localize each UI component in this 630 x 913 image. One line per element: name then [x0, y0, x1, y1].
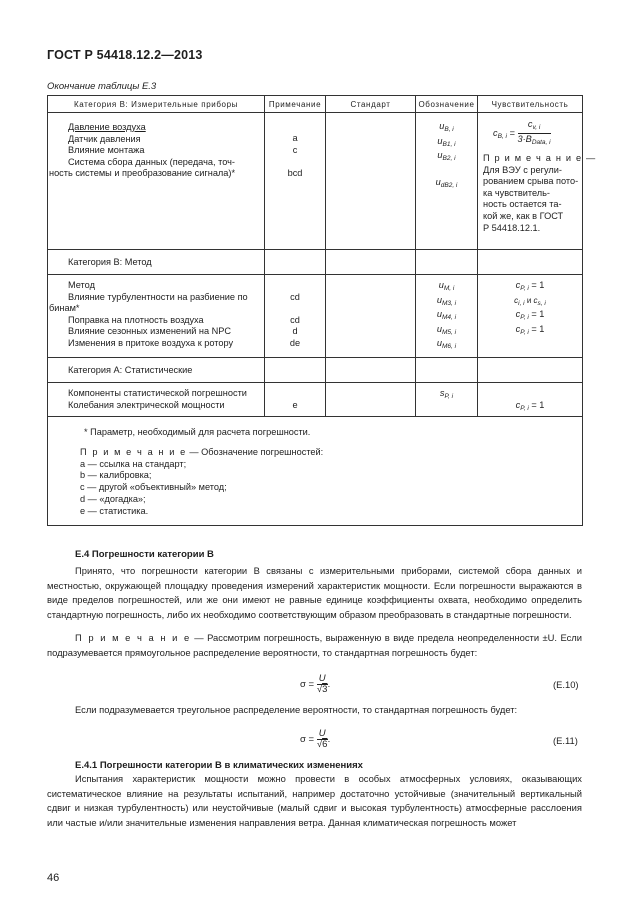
- list-item: Влияние монтажа: [68, 145, 145, 156]
- legend-item: е — статистика.: [80, 505, 149, 516]
- symbol: $u_{B1, i}$: [437, 135, 456, 148]
- col-header-standard: Стандарт: [326, 96, 416, 113]
- sensitivity-value: $c_{P, i} = 1$: [515, 280, 545, 292]
- sens-note-line: Для ВЭУ с регули-: [483, 164, 562, 175]
- list-item: Компоненты статистической погрешности: [68, 388, 247, 398]
- equation-e11: σ = $\frac{U}{√6}$ .: [300, 728, 331, 750]
- sensitivity-formula: $c_{B, i}$ = $\frac{c_{v, i}}{3\cdot B_{Data, i}}$: [493, 119, 551, 146]
- sensitivity-value: $c_{P, i} = 1$: [515, 399, 545, 412]
- standard-cell: [326, 383, 416, 417]
- list-item: Изменения в притоке воздуха к ротору: [68, 337, 234, 348]
- note-code: cd: [290, 291, 300, 302]
- symbol: $u_{M3, i}$: [436, 294, 457, 307]
- list-item: Датчик давления: [68, 133, 141, 144]
- equation-fraction: $\frac{U}{√3}$: [316, 673, 328, 695]
- symbols-cell: [416, 113, 478, 250]
- method-items-cell: [48, 275, 265, 358]
- table-header-row: [48, 96, 583, 113]
- notes-cell: [265, 383, 326, 417]
- table-e3: [47, 95, 597, 526]
- col-header-symbol: Обозначение: [416, 96, 478, 113]
- sens-note-line: ность остается та-: [483, 199, 562, 210]
- legend-item: b — калибровка;: [80, 470, 152, 481]
- note-code: d: [292, 326, 298, 337]
- symbol: $u_{M5, i}$: [436, 323, 457, 336]
- legend-title: П р и м е ч а н и е — Обозначение погрешностей:: [80, 446, 324, 457]
- col-header-category: Категория В: Измерительные приборы: [48, 96, 265, 113]
- note-code: cd: [290, 314, 300, 325]
- sensitivity-cell: [478, 113, 597, 250]
- sensitivity-value: $c_{P, i} = 1$: [515, 323, 545, 336]
- notes-cell: [265, 275, 326, 358]
- list-item: Метод: [68, 280, 95, 290]
- sensitivity-cell: [478, 275, 583, 358]
- equation-fraction: $\frac{U}{√6}$: [316, 728, 328, 750]
- legend-item: с — другой «объективный» метод;: [80, 482, 227, 493]
- symbols-cell: [416, 383, 478, 417]
- list-item: бинам*: [49, 303, 80, 314]
- category-method-header: Категория В: Метод: [48, 250, 265, 275]
- footnote-asterisk: * Параметр, необходимый для расчета погрешности.: [84, 427, 311, 437]
- equation-number: (Е.11): [553, 735, 578, 746]
- list-item: ность системы и преобразование сигнала)*: [49, 168, 236, 179]
- col-header-note: Примечание: [265, 96, 326, 113]
- legend-item: а — ссылка на стандарт;: [80, 458, 187, 469]
- table-row: [48, 113, 583, 250]
- symbol: $u_{M6, i}$: [436, 338, 457, 351]
- notes-cell: [265, 113, 326, 250]
- paragraph: Если подразумевается треугольное распределение вероятности, то стандартная погрешность будет:: [75, 704, 518, 715]
- table-row: [48, 275, 583, 358]
- symbol: $u_{M, i}$: [438, 280, 455, 292]
- paragraph: Испытания характеристик мощности можно провести в особых атмосферных условиях, оказывающих систематическое влияние на результаты испытаний, например достаточно устойчивые (значительный вертикальный сдвиг и низкая турбулентность) или неустойчивые (малый сдвиг и высокая турбулентность) атмосферные расслоения или частые и/или значительные изменения направления ветра. Данная климатическая погрешность может: [47, 773, 582, 828]
- instrument-items-cell: [48, 113, 265, 250]
- page-number: 46: [47, 872, 60, 884]
- table-row: [48, 358, 583, 383]
- table-row: [48, 417, 583, 526]
- list-item: Система сбора данных (передача, точ-: [68, 156, 235, 167]
- table-row: [48, 383, 583, 417]
- table-row: [48, 250, 583, 275]
- note-code: e: [292, 399, 298, 410]
- note-code: de: [289, 337, 301, 348]
- symbol: $u_{dB2, i}$: [435, 176, 458, 189]
- note-code: c: [292, 144, 298, 155]
- sensitivity-cell: [478, 383, 583, 417]
- sens-note-line: Р 54418.12.1.: [483, 222, 541, 233]
- note-code: bcd: [287, 168, 303, 179]
- symbols-cell: [416, 275, 478, 358]
- table-footnotes: [48, 417, 583, 526]
- list-item: Давление воздуха: [68, 122, 146, 132]
- equation-e10: σ = $\frac{U}{√3}$ .: [300, 673, 331, 695]
- list-item: Влияние турбулентности на разбиение по: [68, 291, 248, 302]
- symbol: $u_{B2, i}$: [437, 150, 456, 163]
- section-heading-e4: Е.4 Погрешности категории В: [75, 549, 214, 560]
- standard-cell: [326, 113, 416, 250]
- sens-note-line: рованием срыва пото-: [483, 176, 579, 187]
- symbol: $s_{P, i}$: [439, 388, 454, 400]
- symbol: $u_{B, i}$: [439, 121, 454, 133]
- list-item: Влияние сезонных изменений на NPC: [68, 326, 232, 337]
- sens-note-line: кой же, как в ГОСТ: [483, 210, 564, 221]
- symbol: $u_{M4, i}$: [436, 309, 457, 322]
- paragraph: Принято, что погрешности категории В связаны с измерительными приборами, системой сбора данных и местностью, окружающей площадку проведения измерений характеристик мощности. Если погрешности выражаются в виде пределов погрешностей, или же они имеют не равные единице коэффициенты охвата, необходимо определить стандартную погрешность, либо их необходимо соответствующим образом преобразовать в стандартные погрешности.: [47, 565, 582, 620]
- sens-note-line: ка чувствитель-: [483, 187, 550, 198]
- section-heading-e41: Е.4.1 Погрешности категории В в климатических изменениях: [75, 760, 363, 771]
- category-statistical-header: Категория А: Статистические: [48, 358, 265, 383]
- legend-item: d — «догадка»;: [80, 493, 146, 504]
- sensitivity-value: $c_{i, i}$ и $c_{s, i}$: [514, 295, 546, 307]
- paragraph-note: П р и м е ч а н и е — Рассмотрим погрешность, выраженную в виде предела неопределенности ±U. Если подразумевается прямоугольное распределение вероятности, то стандартная погрешность будет:: [47, 632, 582, 658]
- note-code: a: [292, 133, 298, 143]
- list-item: Колебания электрической мощности: [68, 399, 225, 410]
- list-item: Поправка на плотность воздуха: [68, 314, 204, 325]
- col-header-sensitivity: Чувствительность: [478, 96, 583, 113]
- standard-cell: [326, 275, 416, 358]
- table-caption: Окончание таблицы Е.3: [47, 81, 157, 92]
- formula-fraction: $\frac{c_{v, i}}{3\cdot B_{Data, i}}$: [517, 119, 551, 146]
- sens-note-line: П р и м е ч а н и е —: [483, 153, 597, 163]
- equation-number: (Е.10): [553, 679, 579, 690]
- document-header: ГОСТ Р 54418.12.2—2013: [47, 48, 203, 62]
- statistical-items-cell: [48, 383, 265, 417]
- sensitivity-value: $c_{P, i} = 1$: [515, 309, 545, 322]
